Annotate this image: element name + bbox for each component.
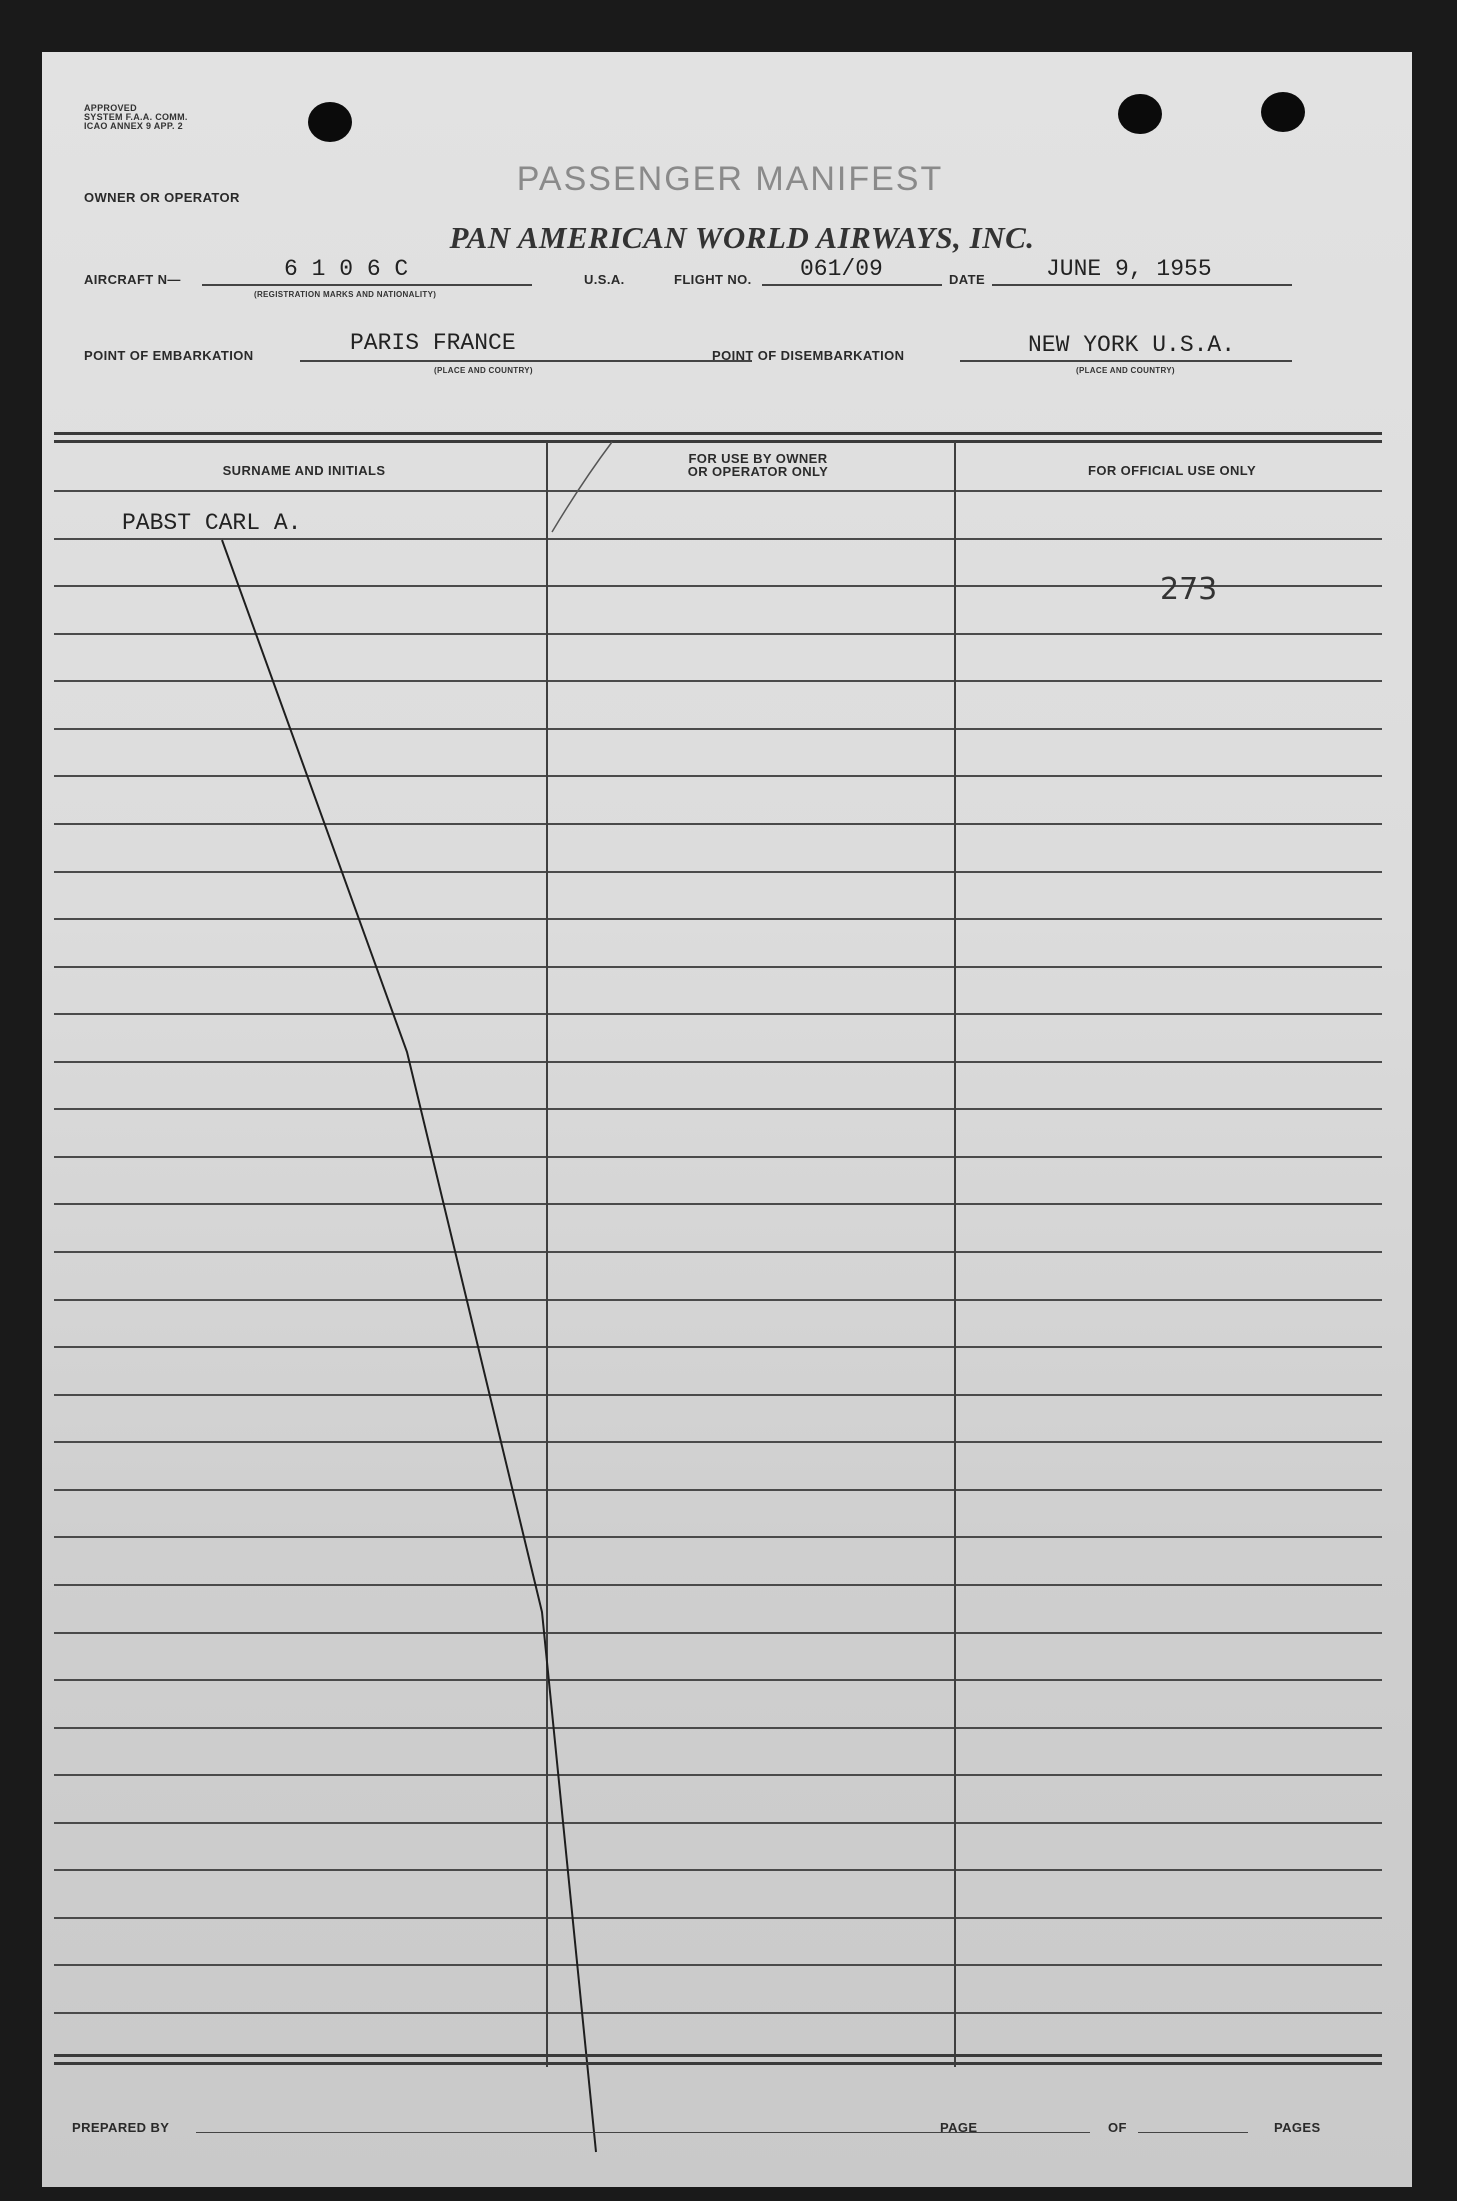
- table-row-rule: [54, 1346, 1382, 1348]
- prepared-label: PREPARED BY: [72, 2120, 170, 2135]
- disembark-label: POINT OF DISEMBARKATION: [712, 348, 905, 363]
- passenger-name: PABST CARL A.: [122, 510, 302, 536]
- flight-value: 061/09: [800, 256, 883, 282]
- disembark-underline: [960, 360, 1292, 362]
- of-underline: [1138, 2132, 1248, 2133]
- approval-line-3: ICAO ANNEX 9 APP. 2: [84, 121, 183, 131]
- prepared-underline: [196, 2132, 996, 2133]
- header-official: FOR OFFICIAL USE ONLY: [1087, 463, 1257, 478]
- embark-value: PARIS FRANCE: [350, 330, 516, 356]
- pages-label: PAGES: [1274, 2120, 1321, 2135]
- aircraft-underline: [202, 284, 532, 286]
- table-top-rule-1: [54, 432, 1382, 435]
- table-row-rule: [54, 1489, 1382, 1491]
- table-row-rule: [54, 538, 1382, 540]
- table-row-rule: [54, 1061, 1382, 1063]
- punch-hole-right-1: [1118, 94, 1162, 134]
- table-row-rule: [54, 918, 1382, 920]
- embark-underline: [300, 360, 752, 362]
- table-row-rule: [54, 728, 1382, 730]
- date-label: DATE: [949, 272, 986, 287]
- table-row-rule: [54, 1299, 1382, 1301]
- flight-label: FLIGHT NO.: [674, 272, 752, 287]
- table-row-rule: [54, 1964, 1382, 1966]
- table-row-rule: [54, 1394, 1382, 1396]
- date-value: JUNE 9, 1955: [1046, 256, 1212, 282]
- table-row-rule: [54, 1584, 1382, 1586]
- table-row-rule: [54, 966, 1382, 968]
- official-note: 273: [1160, 572, 1218, 607]
- approval-line-1: APPROVED: [84, 103, 137, 113]
- page-underline: [990, 2132, 1090, 2133]
- table-row-rule: [54, 1251, 1382, 1253]
- of-label: OF: [1108, 2120, 1127, 2135]
- flight-underline: [762, 284, 942, 286]
- table-row-rule: [54, 1203, 1382, 1205]
- table-row-rule: [54, 2012, 1382, 2014]
- disembark-sublabel: (PLACE AND COUNTRY): [1076, 366, 1175, 375]
- table-row-rule: [54, 1536, 1382, 1538]
- table-row-rule: [54, 1156, 1382, 1158]
- column-divider-1: [546, 442, 548, 2067]
- embark-label: POINT OF EMBARKATION: [84, 348, 254, 363]
- aircraft-label: AIRCRAFT N—: [84, 272, 181, 287]
- table-row-rule: [54, 1869, 1382, 1871]
- aircraft-sublabel: (REGISTRATION MARKS AND NATIONALITY): [254, 290, 437, 299]
- table-row-rule: [54, 1774, 1382, 1776]
- table-row-rule: [54, 1727, 1382, 1729]
- table-row-rule: [54, 1632, 1382, 1634]
- table-bottom-rule-2: [54, 2062, 1382, 2065]
- disembark-value: NEW YORK U.S.A.: [1028, 332, 1236, 358]
- owner-label: OWNER OR OPERATOR: [84, 190, 240, 205]
- table-row-rule: [54, 490, 1382, 492]
- header-owner-line-2: OR OPERATOR ONLY: [687, 464, 829, 479]
- table-row-rule: [54, 1013, 1382, 1015]
- table-top-rule-2: [54, 440, 1382, 443]
- date-underline: [992, 284, 1292, 286]
- header-surname: SURNAME AND INITIALS: [222, 463, 386, 478]
- page-label: PAGE: [940, 2120, 978, 2135]
- table-row-rule: [54, 823, 1382, 825]
- usa-label: U.S.A.: [584, 272, 625, 287]
- table-row-rule: [54, 680, 1382, 682]
- page-title: PASSENGER MANIFEST: [516, 160, 944, 198]
- owner-value: PAN AMERICAN WORLD AIRWAYS, INC.: [449, 220, 1035, 255]
- aircraft-value: 6 1 0 6 C: [284, 256, 409, 282]
- punch-hole-left: [308, 102, 352, 142]
- table-row-rule: [54, 775, 1382, 777]
- embark-sublabel: (PLACE AND COUNTRY): [434, 366, 533, 375]
- strike-through-mark: [42, 52, 1412, 2187]
- column-divider-2: [954, 442, 956, 2067]
- approval-line-2: SYSTEM F.A.A. COMM.: [84, 112, 188, 122]
- table-row-rule: [54, 1441, 1382, 1443]
- table-row-rule: [54, 633, 1382, 635]
- approval-stamp: [84, 104, 188, 131]
- header-owner: [556, 452, 960, 478]
- table-bottom-rule-1: [54, 2054, 1382, 2057]
- header-owner-line-1: FOR USE BY OWNER: [688, 451, 828, 466]
- table-row-rule: [54, 1679, 1382, 1681]
- table-row-rule: [54, 871, 1382, 873]
- manifest-sheet: [42, 52, 1412, 2187]
- punch-hole-right-2: [1261, 92, 1305, 132]
- table-row-rule: [54, 1917, 1382, 1919]
- table-row-rule: [54, 1822, 1382, 1824]
- table-row-rule: [54, 1108, 1382, 1110]
